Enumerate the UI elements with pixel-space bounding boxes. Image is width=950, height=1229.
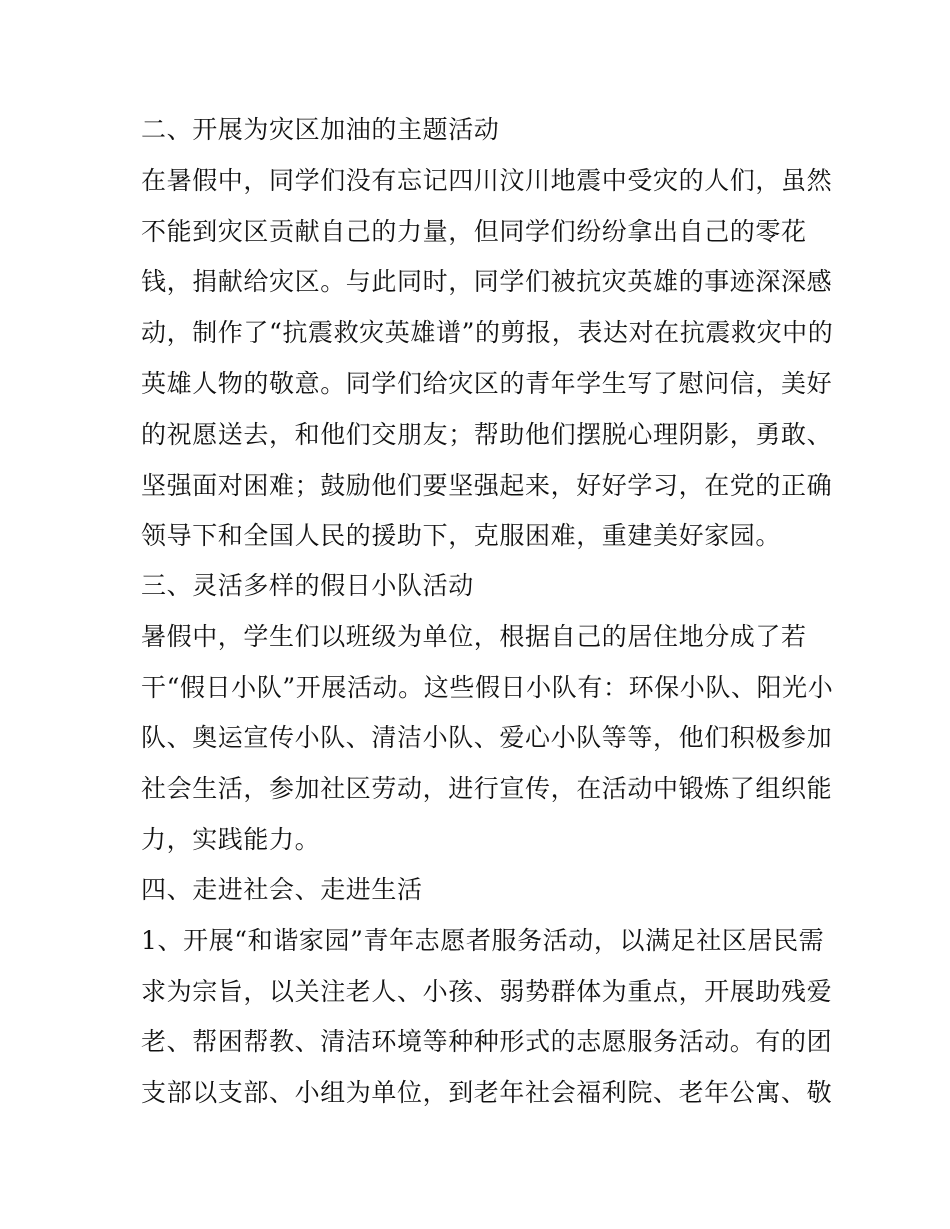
paragraph-line: 干“假日小队”开展活动。这些假日小队有：环保小队、阳光小 xyxy=(141,673,834,702)
section-heading-4: 四、走进社会、走进生活 xyxy=(141,875,423,904)
section-heading-3: 三、灵活多样的假日小队活动 xyxy=(141,571,474,600)
paragraph-line: 在暑假中，同学们没有忘记四川汶川地震中受灾的人们，虽然 xyxy=(141,166,833,195)
paragraph-line: 坚强面对困难；鼓励他们要坚强起来，好好学习，在党的正确 xyxy=(141,471,833,500)
paragraph-line: 钱，捐献给灾区。与此同时，同学们被抗灾英雄的事迹深深感 xyxy=(141,267,833,296)
paragraph-line: 暑假中，学生们以班级为单位，根据自己的居住地分成了若 xyxy=(141,622,807,651)
paragraph-line: 老、帮困帮教、清洁环境等种种形式的志愿服务活动。有的团 xyxy=(141,1027,833,1056)
paragraph-line: 的祝愿送去，和他们交朋友；帮助他们摆脱心理阴影，勇敢、 xyxy=(141,420,833,449)
paragraph-line: 社会生活，参加社区劳动，进行宣传，在活动中锻炼了组织能 xyxy=(141,774,833,803)
paragraph-line: 1、开展“和谐家园”青年志愿者服务活动，以满足社区居民需 xyxy=(141,926,825,955)
paragraph-line: 不能到灾区贡献自己的力量，但同学们纷纷拿出自己的零花 xyxy=(141,217,807,246)
paragraph-line: 队、奥运宣传小队、清洁小队、爱心小队等等，他们积极参加 xyxy=(141,723,833,752)
paragraph-line: 支部以支部、小组为单位，到老年社会福利院、老年公寓、敬 xyxy=(141,1078,833,1107)
section-heading-2: 二、开展为灾区加油的主题活动 xyxy=(141,115,500,144)
paragraph-line: 领导下和全国人民的援助下，克服困难，重建美好家园。 xyxy=(141,521,782,550)
paragraph-line: 英雄人物的敬意。同学们给灾区的青年学生写了慰问信，美好 xyxy=(141,369,833,398)
paragraph-line: 动，制作了“抗震救灾英雄谱”的剪报，表达对在抗震救灾中的 xyxy=(141,318,834,347)
paragraph-line: 力，实践能力。 xyxy=(141,825,321,854)
paragraph-line: 求为宗旨，以关注老人、小孩、弱势群体为重点，开展助残爱 xyxy=(141,977,833,1006)
